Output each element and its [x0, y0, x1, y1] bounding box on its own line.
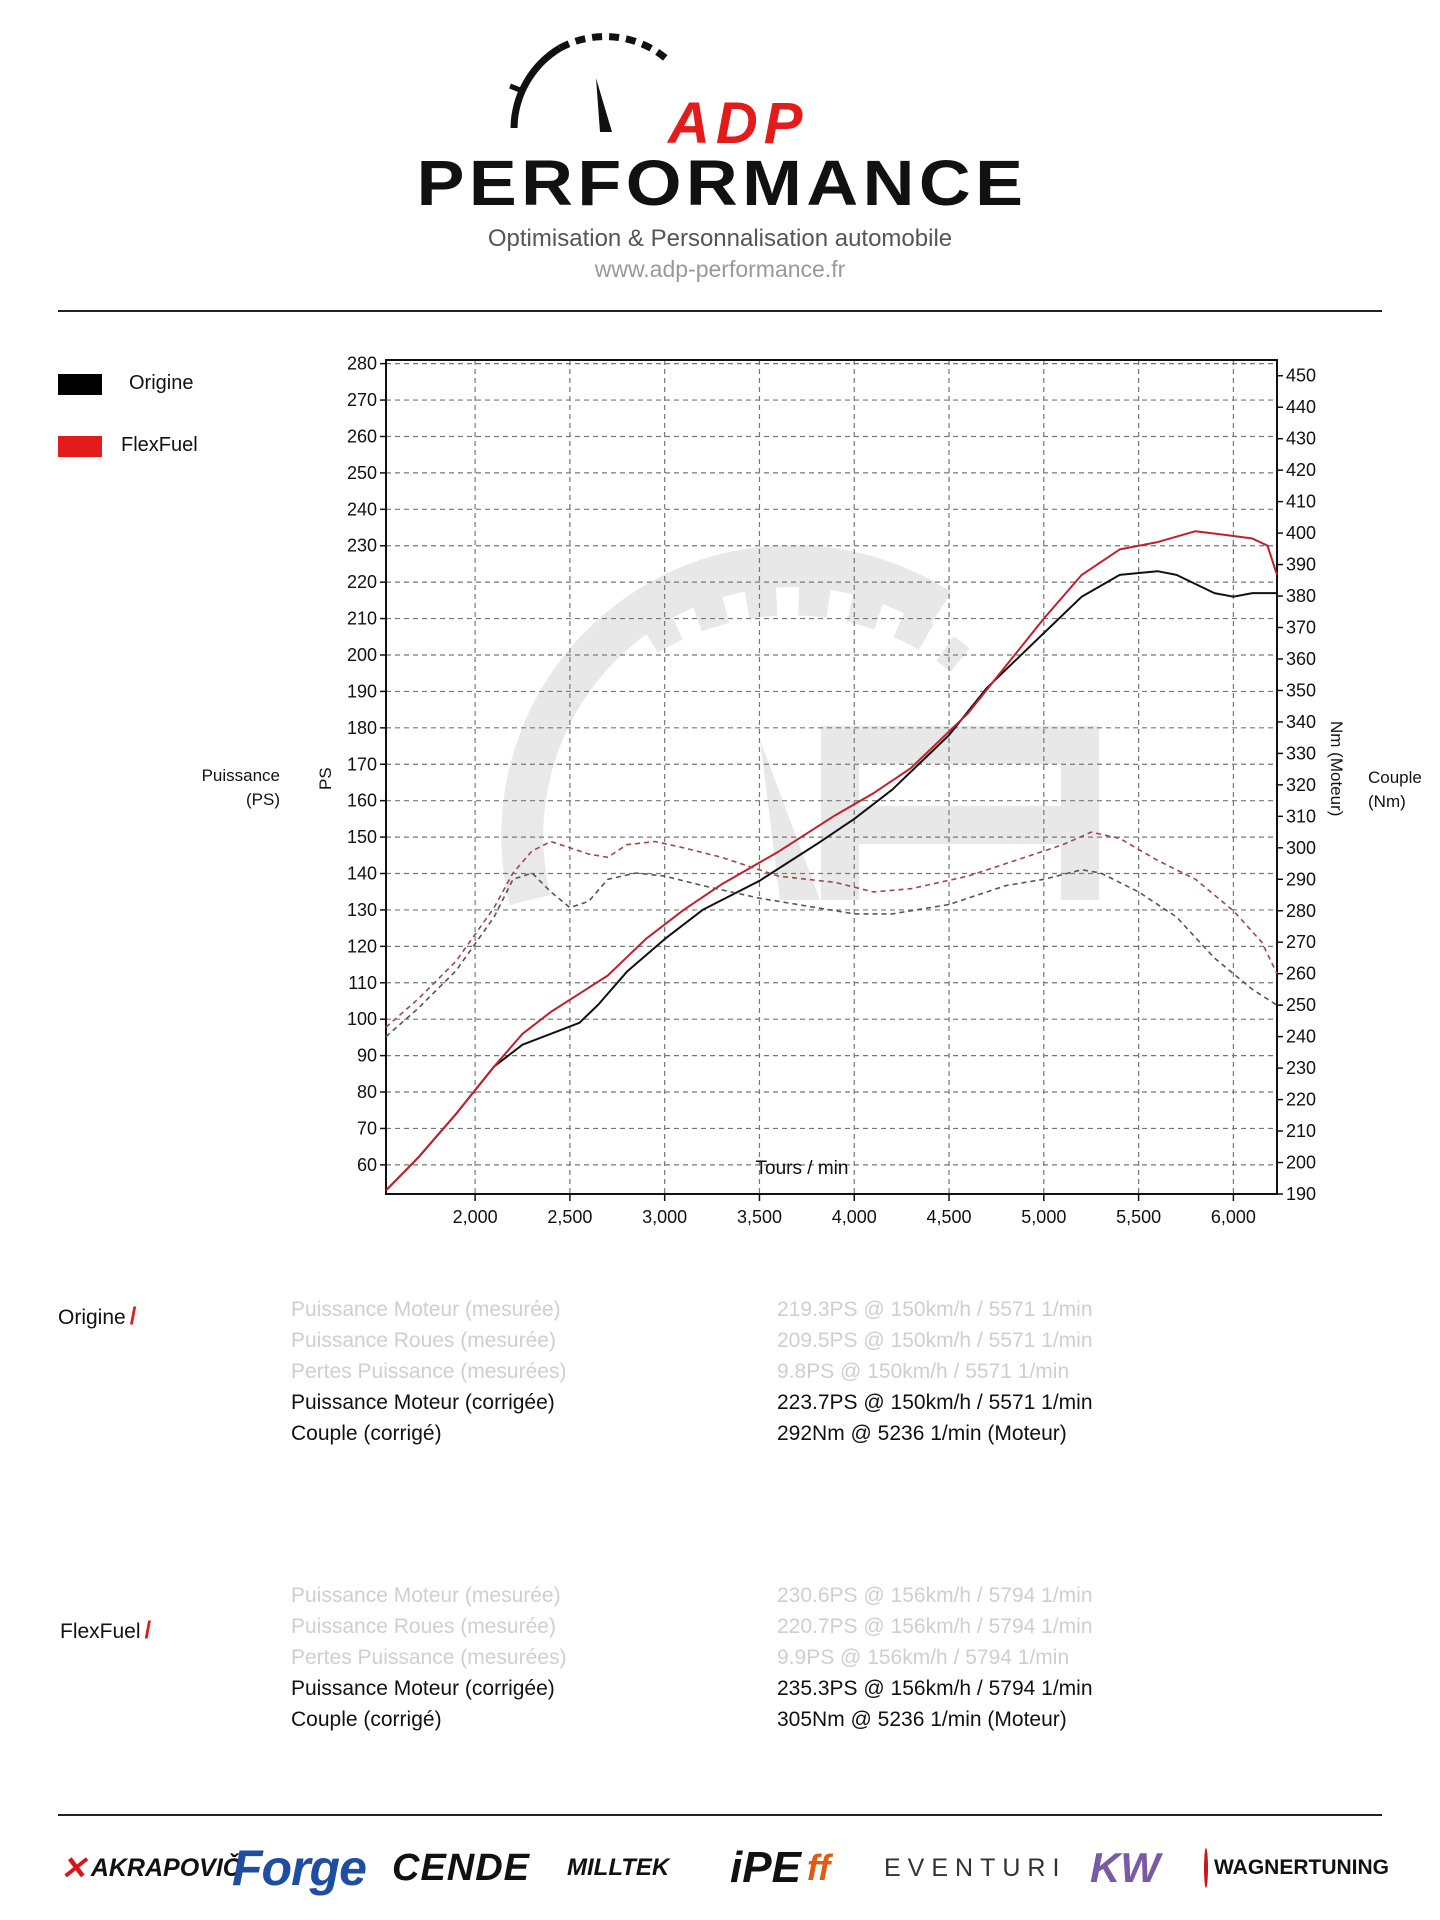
result-label: Pertes Puissance (mesurées) [291, 1646, 567, 1669]
sponsor-cende-text: CENDE [392, 1846, 531, 1889]
y-axis-ticks [347, 354, 386, 1175]
x-tick-label: 2,000 [452, 1207, 498, 1227]
y-tick-label: 200 [346, 644, 377, 665]
y-tick-label: 180 [346, 717, 377, 738]
y2-tick-label: 230 [1286, 1058, 1317, 1079]
y2-tick-label: 350 [1286, 680, 1317, 701]
y2-tick-label: 390 [1286, 554, 1317, 575]
x-axis-label: Tours / min [755, 1158, 849, 1179]
sponsor-kw-text: KW [1090, 1844, 1160, 1891]
y2-tick-label: 310 [1286, 806, 1317, 827]
y2-tick-label: 410 [1286, 491, 1317, 512]
y-tick-label: 220 [346, 572, 377, 593]
result-value: 292Nm @ 5236 1/min (Moteur) [777, 1422, 1067, 1445]
result-value: 219.3PS @ 150km/h / 5571 1/min [777, 1298, 1093, 1321]
results-heading-origine-text: Origine [58, 1306, 126, 1329]
y2-tick-label: 450 [1286, 365, 1317, 386]
footer-divider [58, 1814, 1382, 1816]
y2-tick-label: 370 [1286, 617, 1317, 638]
y2-tick-label: 340 [1286, 711, 1317, 732]
brand-performance: PERFORMANCE [416, 147, 1028, 219]
result-value: 220.7PS @ 156km/h / 5794 1/min [777, 1615, 1093, 1638]
y-tick-label: 240 [346, 499, 377, 520]
y-tick-label: 280 [346, 353, 377, 374]
x-tick-label: 4,500 [926, 1207, 972, 1227]
right-axis-title-line2: (Nm) [1368, 792, 1406, 811]
y-tick-label: 70 [356, 1118, 377, 1139]
sponsor-akrapovic-text: AKRAPOVIČ [90, 1853, 241, 1882]
y2-tick-label: 210 [1286, 1121, 1317, 1142]
result-label: Puissance Roues (mesurée) [291, 1329, 556, 1352]
left-axis-title-line1: Puissance [201, 766, 280, 785]
y2-tick-label: 330 [1286, 743, 1317, 764]
y-tick-label: 100 [346, 1009, 377, 1030]
y-tick-label: 250 [346, 462, 377, 483]
y2-tick-label: 300 [1286, 837, 1317, 858]
sponsor-ipe-text: iPE [730, 1843, 801, 1892]
y-tick-label: 160 [346, 790, 377, 811]
y2-tick-label: 380 [1286, 586, 1317, 607]
sponsor-eventuri-text: EVENTURI [884, 1853, 1067, 1882]
y2-tick-label: 260 [1286, 963, 1317, 984]
y-axis-label: PS [316, 767, 335, 790]
result-label: Puissance Moteur (mesurée) [291, 1298, 561, 1321]
result-value: 9.9PS @ 156km/h / 5794 1/min [777, 1646, 1070, 1669]
x-axis-ticks [453, 1194, 1256, 1227]
sponsor-milltek [567, 1845, 717, 1891]
y2-axis-ticks [1277, 366, 1316, 1204]
result-value: 9.8PS @ 150km/h / 5571 1/min [777, 1360, 1070, 1383]
y2-tick-label: 220 [1286, 1089, 1317, 1110]
legend-label-flexfuel: FlexFuel [121, 434, 198, 456]
result-label: Puissance Roues (mesurée) [291, 1615, 556, 1638]
sponsor-forge-text: Forge [232, 1840, 366, 1896]
right-axis-title-line1: Couple [1368, 768, 1422, 787]
y-tick-label: 140 [346, 863, 377, 884]
x-tick-label: 6,000 [1210, 1207, 1256, 1227]
result-label: Puissance Moteur (corrigée) [291, 1391, 555, 1414]
watermark-logo [522, 566, 1080, 900]
result-value: 235.3PS @ 156km/h / 5794 1/min [777, 1677, 1093, 1700]
sponsor-ipe: iPE ff [730, 1843, 831, 1892]
x-tick-label: 5,000 [1021, 1207, 1067, 1227]
result-label: Couple (corrigé) [291, 1708, 442, 1731]
x-tick-label: 3,000 [642, 1207, 688, 1227]
legend-label-origine: Origine [129, 372, 194, 394]
brand-adp: ADP [668, 91, 809, 156]
y-tick-label: 90 [356, 1045, 377, 1066]
y2-tick-label: 420 [1286, 460, 1317, 481]
sponsor-wagnertuning [1204, 1845, 1389, 1891]
y-tick-label: 110 [348, 972, 377, 993]
sponsor-akrapovic: ✕ AKRAPOVIČ [60, 1850, 241, 1886]
result-label: Puissance Moteur (corrigée) [291, 1677, 555, 1700]
y-tick-label: 270 [346, 390, 377, 411]
y-tick-label: 150 [346, 827, 377, 848]
results-heading-flexfuel: FlexFuel / [60, 1617, 152, 1644]
y-tick-label: 260 [346, 426, 377, 447]
y-tick-label: 60 [356, 1154, 377, 1175]
sponsor-eventuri [884, 1845, 1069, 1891]
x-tick-label: 2,500 [547, 1207, 593, 1227]
sponsor-milltek-text: MILLTEK [567, 1854, 670, 1881]
left-axis-title-line2: (PS) [246, 790, 280, 809]
y-tick-label: 230 [346, 535, 377, 556]
y2-tick-label: 430 [1286, 428, 1317, 449]
x-tick-label: 4,000 [831, 1207, 877, 1227]
result-value: 209.5PS @ 150km/h / 5571 1/min [777, 1329, 1093, 1352]
y-tick-label: 170 [346, 754, 377, 775]
result-value: 230.6PS @ 156km/h / 5794 1/min [777, 1584, 1093, 1607]
result-value: 305Nm @ 5236 1/min (Moteur) [777, 1708, 1067, 1731]
results-heading-flexfuel-text: FlexFuel [60, 1620, 141, 1643]
y-tick-label: 130 [346, 899, 377, 920]
y2-tick-label: 240 [1286, 1026, 1317, 1047]
result-label: Couple (corrigé) [291, 1422, 442, 1445]
sponsor-kw [1090, 1845, 1190, 1891]
website-link[interactable]: www.adp-performance.fr [594, 256, 846, 282]
sponsor-wagnertuning-text: WAGNERTUNING [1214, 1856, 1389, 1879]
y-tick-label: 210 [346, 608, 377, 629]
sponsor-forge [232, 1840, 382, 1896]
sponsor-cende [392, 1845, 542, 1891]
result-label: Pertes Puissance (mesurées) [291, 1360, 567, 1383]
y2-axis-label: Nm (Moteur) [1327, 721, 1346, 817]
y2-tick-label: 190 [1286, 1184, 1317, 1204]
y2-tick-label: 320 [1286, 774, 1317, 795]
x-tick-label: 5,500 [1116, 1207, 1162, 1227]
result-value: 223.7PS @ 150km/h / 5571 1/min [777, 1391, 1093, 1414]
y2-tick-label: 290 [1286, 869, 1317, 890]
y-tick-label: 190 [346, 681, 377, 702]
y2-tick-label: 360 [1286, 648, 1317, 669]
y2-tick-label: 200 [1286, 1152, 1317, 1173]
x-tick-label: 3,500 [736, 1207, 782, 1227]
result-label: Puissance Moteur (mesurée) [291, 1584, 561, 1607]
y2-tick-label: 250 [1286, 995, 1317, 1016]
y2-tick-label: 400 [1286, 523, 1317, 544]
y2-tick-label: 270 [1286, 932, 1317, 953]
y2-tick-label: 440 [1286, 397, 1317, 418]
y-tick-label: 120 [346, 936, 377, 957]
tagline: Optimisation & Personnalisation automobile [487, 225, 953, 252]
y2-tick-label: 280 [1286, 900, 1317, 921]
y-tick-label: 80 [356, 1082, 377, 1103]
results-heading-origine: Origine / [58, 1303, 137, 1330]
